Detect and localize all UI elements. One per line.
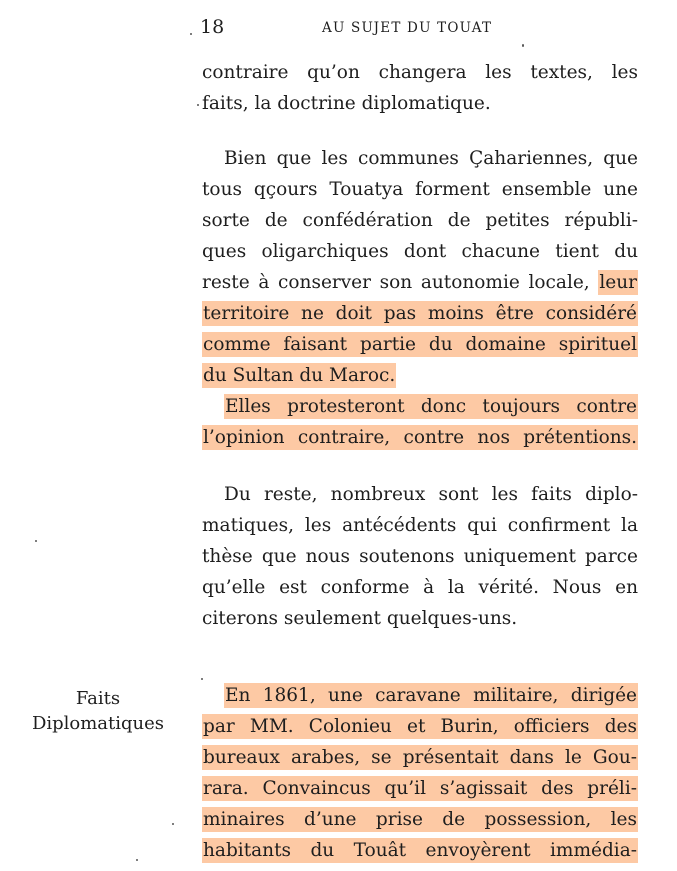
paragraph-2	[202, 143, 638, 453]
text-line: sorte de confédération de petites républi-	[202, 210, 638, 231]
margin-note	[14, 686, 182, 736]
text-line: faits, la doctrine diplomatique.	[202, 93, 491, 114]
text-line	[202, 711, 638, 742]
scan-speck	[35, 540, 37, 542]
text-line	[202, 267, 638, 298]
paragraph-4	[202, 680, 638, 866]
text-line: contraire qu’on changera les textes, les	[202, 62, 638, 83]
scan-speck	[136, 859, 138, 861]
highlighted-text: habitants du Touât envoyèrent immédia-	[203, 840, 637, 861]
text-line: matiques, les antécédents qui confirment la	[202, 515, 638, 536]
text-line	[202, 391, 638, 422]
highlighted-text: minaires d’une prise de possession, les	[203, 809, 637, 830]
highlighted-text: leur	[599, 272, 637, 293]
scan-speck	[522, 44, 524, 47]
margin-note-line: Diplomatiques	[31, 713, 165, 734]
text-line: thèse que nous soutenons uniquement parce	[202, 546, 638, 567]
text-line: qu’elle est conforme à la vérité. Nous en	[202, 577, 638, 598]
highlighted-text: Elles protesteront donc toujours contre	[225, 396, 637, 417]
text-line	[202, 422, 638, 453]
text-line	[202, 360, 638, 391]
highlighted-text: rara. Convaincus qu’il s’agissait des préli-	[203, 778, 637, 799]
text-line	[202, 680, 638, 711]
text-line: tous qçours Touatya forment ensemble une	[202, 179, 638, 200]
scan-speck	[197, 104, 199, 106]
text-line: Du reste, nombreux sont les faits diplo-	[224, 484, 638, 505]
scan-speck	[201, 678, 203, 680]
highlighted-text: par MM. Colonieu et Burin, officiers des	[203, 716, 637, 737]
page-header	[0, 14, 677, 38]
paragraph-3	[202, 479, 638, 634]
highlighted-text: l’opinion contraire, contre nos prétentions.	[203, 427, 637, 448]
text-line	[202, 329, 638, 360]
margin-note-line: Faits	[75, 688, 121, 709]
text-line	[202, 773, 638, 804]
running-title: AU SUJET DU TOUAT	[322, 20, 493, 36]
text-fragment: reste à conserver son autonomie locale,	[202, 272, 590, 293]
page-number: 18	[200, 16, 225, 38]
text-line: Bien que les communes Çahariennes, que	[224, 148, 638, 169]
text-line: citerons seulement quelques-uns.	[202, 608, 518, 629]
text-line	[202, 835, 638, 866]
scan-speck	[190, 33, 192, 35]
highlighted-text: territoire ne doit pas moins être considéré	[203, 303, 637, 324]
highlighted-text: En 1861, une caravane militaire, dirigée	[225, 685, 637, 706]
text-line	[202, 742, 638, 773]
highlighted-text: bureaux arabes, se présentait dans le Gou-	[203, 747, 637, 768]
text-line	[202, 804, 638, 835]
paragraph-1	[202, 57, 638, 119]
text-line: ques oligarchiques dont chacune tient du	[202, 241, 638, 262]
highlighted-text: comme faisant partie du domaine spirituel	[203, 334, 637, 355]
text-line	[202, 298, 638, 329]
scan-speck	[172, 823, 174, 825]
highlighted-text: du Sultan du Maroc.	[203, 365, 396, 386]
